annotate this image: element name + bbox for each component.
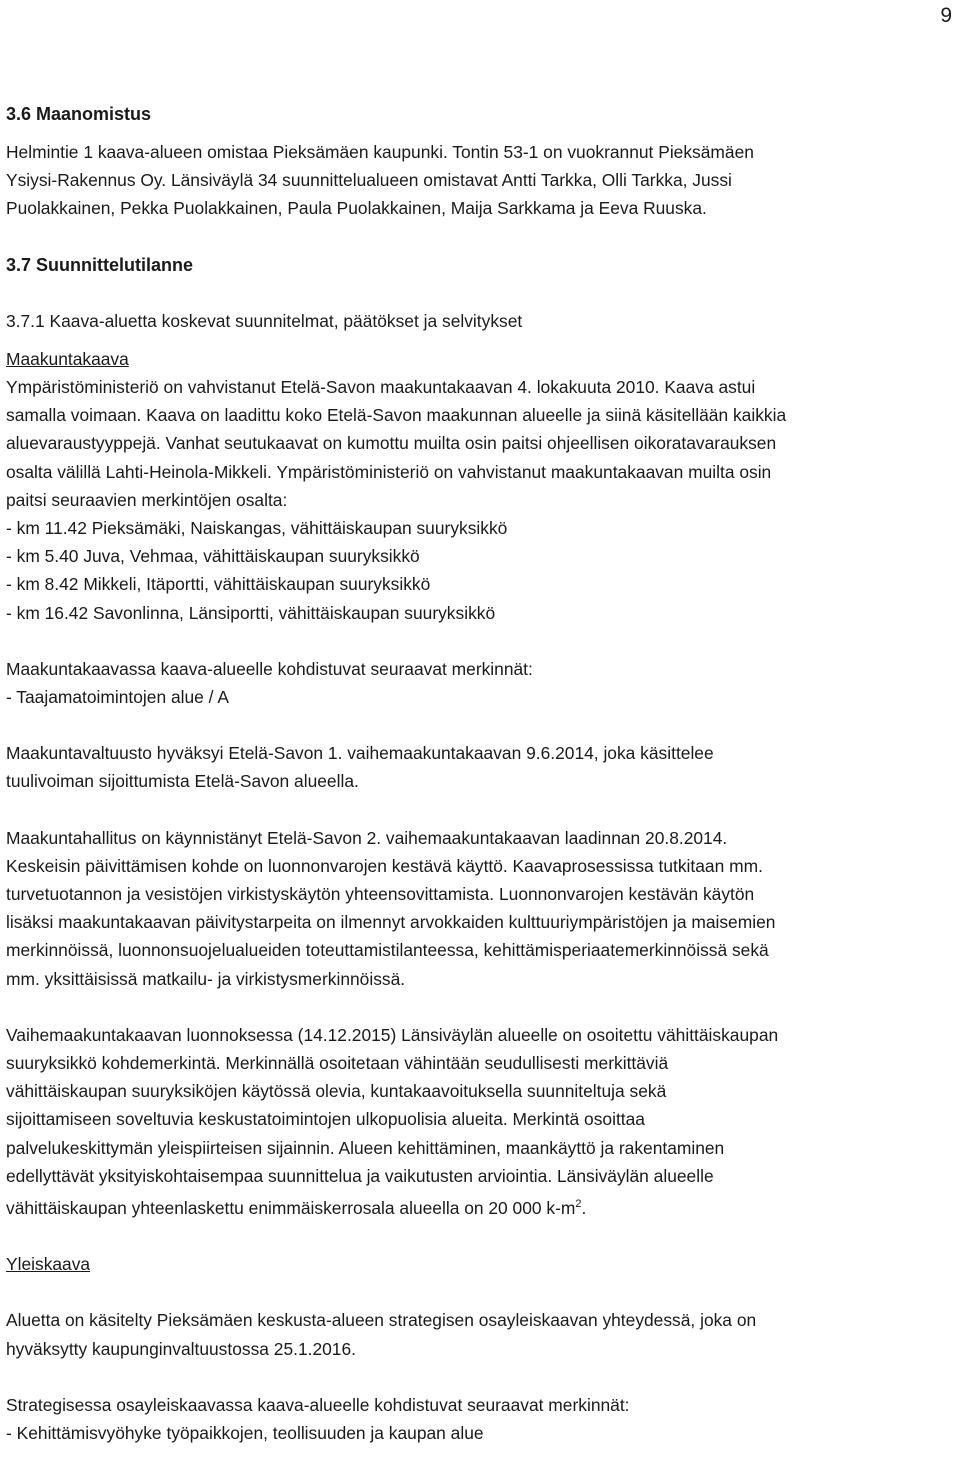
phase2-line: merkinnöissä, luonnonsuojelualueiden toteuttamistilanteessa, kehittämisperiaatemerkinnöissä sekä xyxy=(6,940,769,961)
regional-plan-line: aluevaraustyyppejä. Vanhat seutukaavat on kumottu muilta osin paitsi ohjeellisen oikoratavarauksen xyxy=(6,433,777,454)
phase1-line: Maakuntavaltuusto hyväksyi Etelä-Savon 1. vaihemaakuntakaavan 9.6.2014, joka käsittelee xyxy=(6,743,714,764)
section-heading-ownership: 3.6 Maanomistus xyxy=(6,104,152,124)
regional-plan-line: osalta välillä Lahti-Heinola-Mikkeli. Ympäristöministeriö on vahvistanut maakuntakaavan muilta osin xyxy=(6,461,772,482)
ownership-line: Helmintie 1 kaava-alueen omistaa Pieksämäen kaupunki. Tontin 53-1 on vuokrannut Pieksämäen xyxy=(6,142,754,162)
regional-plan-line: samalla voimaan. Kaava on laadittu koko Etelä-Savon maakunnan alueelle ja siinä käsitellään kaikkia xyxy=(6,405,787,426)
phase2-line: Maakuntahallitus on käynnistänyt Etelä-Savon 2. vaihemaakuntakaavan laadinnan 20.8.2014. xyxy=(6,827,728,848)
master-markings-line: Strategisessa osayleiskaavassa kaava-alueelle kohdistuvat seuraavat merkinnät: xyxy=(6,1394,630,1415)
draft-line: palvelukeskittymän yleispiirteisen sijainnin. Alueen kehittäminen, maankäyttö ja rakentaminen xyxy=(6,1137,725,1158)
draft-last-line-text: vähittäiskaupan yhteenlaskettu enimmäiskerrosala alueella on 20 000 k-m xyxy=(6,1197,576,1218)
subsection-heading: 3.7.1 Kaava-aluetta koskevat suunnitelmat, päätökset ja selvitykset xyxy=(6,310,523,331)
regional-markings-item: - Taajamatoimintojen alue / A xyxy=(6,687,229,708)
regional-plan-list-item: - km 11.42 Pieksämäki, Naiskangas, vähittäiskaupan suuryksikkö xyxy=(6,518,508,539)
regional-plan-list-item: - km 16.42 Savonlinna, Länsiportti, vähittäiskaupan suuryksikkö xyxy=(6,602,496,623)
draft-last-punct: . xyxy=(581,1197,587,1218)
section-heading-planning-status: 3.7 Suunnittelutilanne xyxy=(6,254,194,275)
document-body xyxy=(6,100,956,1447)
master-plan-line: hyväksytty kaupunginvaltuustossa 25.1.2016. xyxy=(6,1338,356,1359)
draft-line: Vaihemaakuntakaavan luonnoksessa (14.12.2015) Länsiväylän alueelle on osoitettu vähittäiskaupan xyxy=(6,1024,779,1045)
regional-markings-line: Maakuntakaavassa kaava-alueelle kohdistuvat seuraavat merkinnät: xyxy=(6,658,533,679)
draft-last-line xyxy=(6,1190,956,1222)
regional-plan-line: Ympäristöministeriö on vahvistanut Etelä-Savon maakuntakaavan 4. lokakuuta 2010. Kaava astui xyxy=(6,377,756,398)
master-markings-item: - Kehittämisvyöhyke työpaikkojen, teollisuuden ja kaupan alue xyxy=(6,1422,484,1443)
ownership-line: Puolakkainen, Pekka Puolakkainen, Paula Puolakkainen, Maija Sarkkama ja Eeva Ruuska. xyxy=(6,198,707,219)
regional-plan-line: paitsi seuraavien merkintöjen osalta: xyxy=(6,489,288,510)
phase1-line: tuulivoiman sijoittumista Etelä-Savon alueella. xyxy=(6,771,359,792)
regional-plan-list-item: - km 5.40 Juva, Vehmaa, vähittäiskaupan suuryksikkö xyxy=(6,546,420,567)
master-plan-title: Yleiskaava xyxy=(6,1254,91,1275)
draft-line: vähittäiskaupan suuryksiköjen käytössä olevia, kuntakaavoituksella suunniteltuja sekä xyxy=(6,1081,667,1102)
regional-plan-list-item: - km 8.42 Mikkeli, Itäportti, vähittäiskaupan suuryksikkö xyxy=(6,574,431,595)
draft-line: edellyttävät yksityiskohtaisempaa suunnittelua ja vaikutusten arviointia. Länsiväylän alueelle xyxy=(6,1165,714,1186)
master-plan-line: Aluetta on käsitelty Pieksämäen keskusta-alueen strategisen osayleiskaavan yhteydessä, joka on xyxy=(6,1310,757,1331)
phase2-line: mm. yksittäisissä matkailu- ja virkistysmerkinnöissä. xyxy=(6,968,406,989)
phase2-line: Keskeisin päivittämisen kohde on luonnonvarojen kestävä käyttö. Kaavaprosessissa tutkitaan mm. xyxy=(6,855,763,876)
draft-line: suuryksikkö kohdemerkintä. Merkinnällä osoitetaan vähintään seudullisesti merkittäviä xyxy=(6,1053,669,1074)
phase2-line: lisäksi maakuntakaavan päivitystarpeita on ilmennyt arvokkaiden kulttuuriympäristöjen ja maisemien xyxy=(6,912,776,933)
page-number: 9 xyxy=(940,4,952,27)
ownership-line: Ysiysi-Rakennus Oy. Länsiväylä 34 suunnittelualueen omistavat Antti Tarkka, Olli Tarkka, Jussi xyxy=(6,170,732,191)
draft-superscript: 2 xyxy=(575,1198,582,1211)
regional-plan-title: Maakuntakaava xyxy=(6,348,129,369)
draft-line: sijoittamiseen soveltuvia keskustatoimintojen ulkopuolisia alueita. Merkintä osoittaa xyxy=(6,1109,645,1130)
phase2-line: turvetuotannon ja vesistöjen virkistyskäytön yhteensovittamista. Luonnonvarojen kestävän käytön xyxy=(6,884,755,905)
